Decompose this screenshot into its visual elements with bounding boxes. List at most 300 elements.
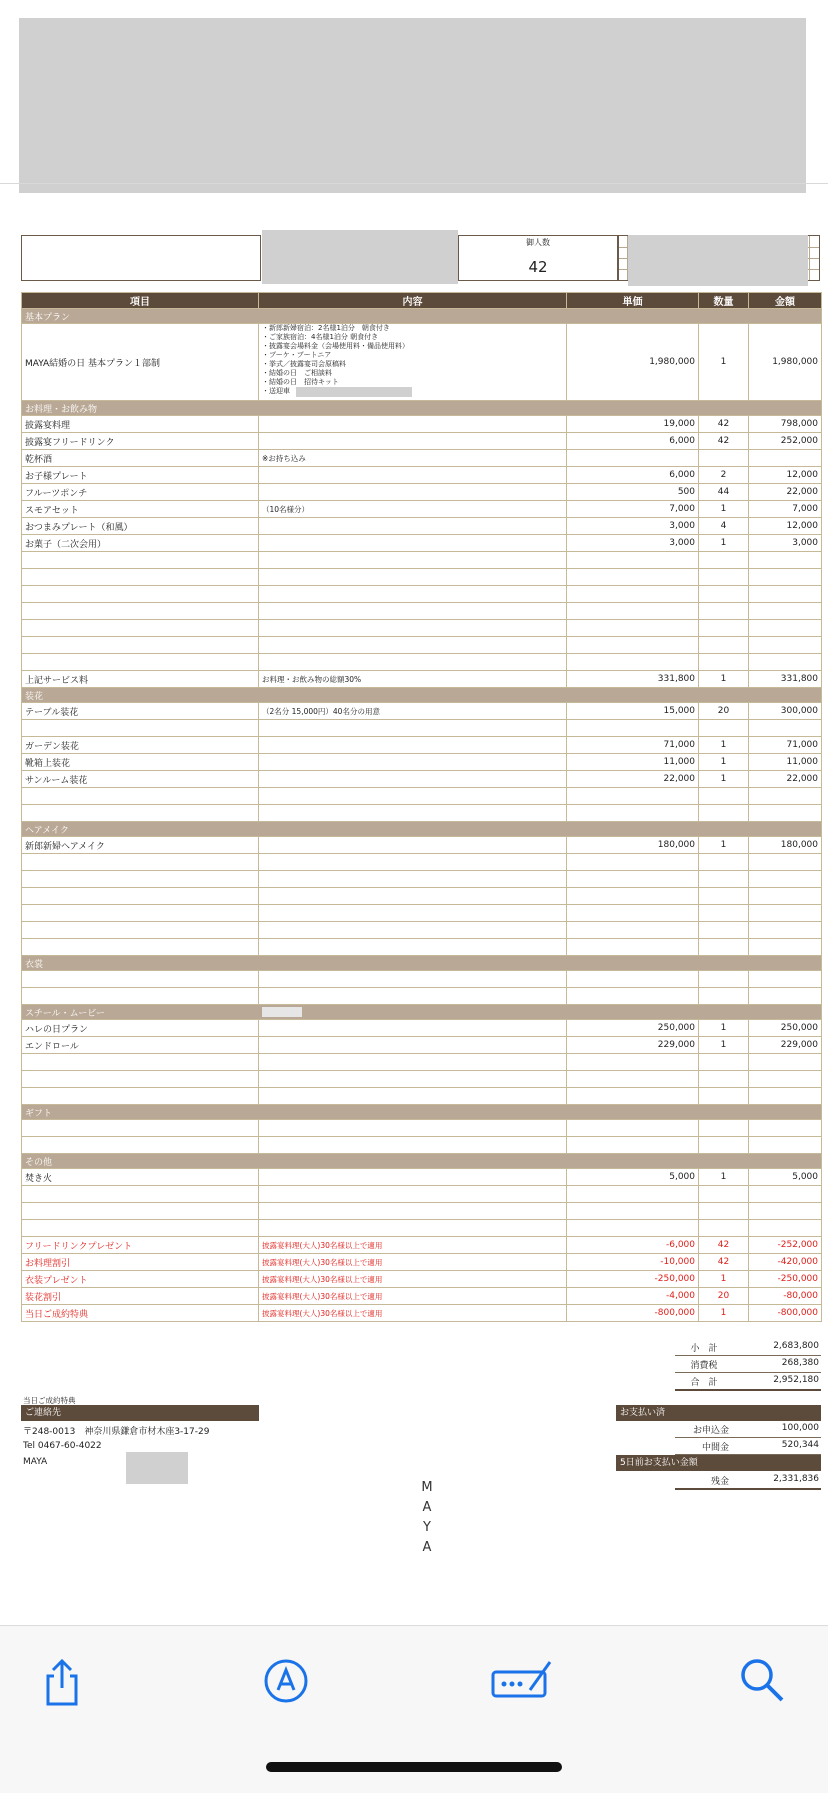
contact-company: MAYA — [23, 1457, 48, 1467]
table-row — [22, 620, 822, 637]
table-row — [22, 501, 822, 518]
table-row — [22, 720, 822, 737]
qty-cell — [699, 654, 749, 671]
basic-plan-desc: ・新郎新婦宿泊：2名様1泊分 朝食付き ・ご家族宿泊：4名様1泊分 朝食付き ・披露宴会場料金（会場使用料・備品使用料） ・ブーケ・ブートニア ・挙式／披露宴司会原稿料 ・結婚の日 ご相談料 ・結婚の日 招待キット ・送迎車 — [259, 324, 567, 401]
note-cell — [259, 620, 567, 637]
note-cell: お料理・お飲み物の総額30% — [259, 671, 567, 688]
qty-cell — [699, 788, 749, 805]
contact-tel: Tel 0467-60-4022 — [23, 1441, 102, 1451]
amount-cell — [749, 1120, 822, 1137]
note-cell — [259, 939, 567, 956]
markup-icon[interactable] — [263, 1658, 309, 1704]
amount-cell: -252,000 — [749, 1237, 822, 1254]
qty-cell: 1 — [699, 1305, 749, 1322]
qty-cell — [699, 1220, 749, 1237]
amount-cell — [749, 1088, 822, 1105]
amount-cell: 252,000 — [749, 433, 822, 450]
qty-cell — [699, 971, 749, 988]
note-cell — [259, 1037, 567, 1054]
item-cell: スモアセット — [22, 501, 259, 518]
totals-block — [675, 1339, 821, 1391]
note-cell: （2名分 15,000円）40名分の用意 — [259, 703, 567, 720]
table-row — [22, 467, 822, 484]
table-row — [22, 1271, 822, 1288]
amount-cell — [749, 1071, 822, 1088]
item-cell — [22, 905, 259, 922]
amount-cell — [749, 971, 822, 988]
price-cell — [567, 1071, 699, 1088]
table-row — [22, 671, 822, 688]
item-cell — [22, 720, 259, 737]
col-desc-header: 内容 — [259, 293, 567, 309]
amount-cell — [749, 1220, 822, 1237]
amount-cell — [749, 637, 822, 654]
price-cell: 3,000 — [567, 518, 699, 535]
price-cell: 5,000 — [567, 1169, 699, 1186]
table-row — [22, 1137, 822, 1154]
item-cell — [22, 888, 259, 905]
amount-cell — [749, 603, 822, 620]
table-row — [22, 888, 822, 905]
item-cell: エンドロール — [22, 1037, 259, 1054]
qty-cell: 1 — [699, 837, 749, 854]
note-cell: 披露宴料理(大人)30名様以上で適用 — [259, 1271, 567, 1288]
price-cell — [567, 586, 699, 603]
qty-cell: 20 — [699, 703, 749, 720]
table-row — [22, 905, 822, 922]
price-cell — [567, 450, 699, 467]
qty-cell: 1 — [699, 737, 749, 754]
qty-cell: 20 — [699, 1288, 749, 1305]
table-row — [22, 1037, 822, 1054]
price-cell: 1,980,000 — [567, 324, 699, 401]
table-row — [22, 805, 822, 822]
note-cell — [259, 1054, 567, 1071]
price-cell — [567, 603, 699, 620]
qty-cell — [699, 720, 749, 737]
qty-cell — [699, 922, 749, 939]
price-cell: 6,000 — [567, 467, 699, 484]
table-row — [22, 737, 822, 754]
item-cell — [22, 988, 259, 1005]
table-row — [22, 1186, 822, 1203]
item-cell: サンルーム装花 — [22, 771, 259, 788]
qty-cell — [699, 569, 749, 586]
table-row — [22, 939, 822, 956]
price-cell: -800,000 — [567, 1305, 699, 1322]
amount-cell: 7,000 — [749, 501, 822, 518]
note-cell — [259, 988, 567, 1005]
amount-cell: 12,000 — [749, 467, 822, 484]
item-cell: ガーデン装花 — [22, 737, 259, 754]
note-cell — [259, 888, 567, 905]
amount-cell — [749, 871, 822, 888]
table-row — [22, 1237, 822, 1254]
due-title: 5日前お支払い金額 — [616, 1455, 821, 1471]
other-rows — [22, 1169, 822, 1237]
price-cell: 250,000 — [567, 1020, 699, 1037]
qty-cell — [699, 586, 749, 603]
qty-cell: 1 — [699, 535, 749, 552]
item-cell: おつまみプレート（和風） — [22, 518, 259, 535]
price-cell: 3,000 — [567, 535, 699, 552]
item-cell: 披露宴料理 — [22, 416, 259, 433]
amount-cell: -250,000 — [749, 1271, 822, 1288]
note-cell — [259, 1088, 567, 1105]
item-cell — [22, 620, 259, 637]
item-cell: MAYA結婚の日 基本プラン１部制 — [22, 324, 259, 401]
tax-row: 消費税 268,380 — [675, 1356, 821, 1373]
table-row — [22, 603, 822, 620]
note-cell — [259, 1186, 567, 1203]
item-cell — [22, 854, 259, 871]
item-cell: お子様プレート — [22, 467, 259, 484]
note-cell: ※お持ち込み — [259, 450, 567, 467]
col-qty-header: 数量 — [699, 293, 749, 309]
note-cell — [259, 1203, 567, 1220]
note-cell — [259, 1120, 567, 1137]
price-cell — [567, 988, 699, 1005]
note-cell — [259, 654, 567, 671]
qty-cell: 42 — [699, 416, 749, 433]
price-cell — [567, 1137, 699, 1154]
table-row — [22, 1169, 822, 1186]
note-cell — [259, 871, 567, 888]
item-cell: 乾杯酒 — [22, 450, 259, 467]
qty-cell — [699, 888, 749, 905]
amount-cell — [749, 939, 822, 956]
item-cell — [22, 1120, 259, 1137]
note-cell — [259, 433, 567, 450]
note-cell — [259, 771, 567, 788]
table-row — [22, 754, 822, 771]
qty-cell: 2 — [699, 467, 749, 484]
table-row — [22, 569, 822, 586]
qty-cell: 1 — [699, 501, 749, 518]
qty-cell: 42 — [699, 433, 749, 450]
item-cell: 衣装プレゼント — [22, 1271, 259, 1288]
note-cell — [259, 518, 567, 535]
amount-cell: 12,000 — [749, 518, 822, 535]
item-cell — [22, 1186, 259, 1203]
price-cell: 229,000 — [567, 1037, 699, 1054]
qty-cell — [699, 905, 749, 922]
table-row — [22, 433, 822, 450]
price-cell — [567, 637, 699, 654]
costume-rows — [22, 971, 822, 1005]
amount-cell — [749, 888, 822, 905]
section-gift: ギフト — [22, 1105, 822, 1120]
price-cell — [567, 1054, 699, 1071]
gift-rows — [22, 1120, 822, 1154]
price-cell: 15,000 — [567, 703, 699, 720]
note-cell — [259, 737, 567, 754]
qty-cell: 1 — [699, 771, 749, 788]
amount-cell: 180,000 — [749, 837, 822, 854]
amount-cell — [749, 552, 822, 569]
item-cell — [22, 654, 259, 671]
interim-row: 中間金 520,344 — [675, 1438, 821, 1455]
qty-cell: 4 — [699, 518, 749, 535]
table-row — [22, 971, 822, 988]
amount-cell: -420,000 — [749, 1254, 822, 1271]
item-cell — [22, 1220, 259, 1237]
price-cell — [567, 1186, 699, 1203]
amount-cell — [749, 1203, 822, 1220]
item-cell: 披露宴フリードリンク — [22, 433, 259, 450]
price-cell — [567, 971, 699, 988]
table-row — [22, 1054, 822, 1071]
note-cell — [259, 535, 567, 552]
qty-cell — [699, 988, 749, 1005]
note-cell — [259, 805, 567, 822]
qty-cell: 1 — [699, 324, 749, 401]
amount-cell: 71,000 — [749, 737, 822, 754]
section-flowers: 装花 — [22, 688, 822, 703]
item-cell: フリードリンクプレゼント — [22, 1237, 259, 1254]
item-cell: お菓子（二次会用） — [22, 535, 259, 552]
qty-cell — [699, 871, 749, 888]
amount-cell — [749, 569, 822, 586]
price-cell: 22,000 — [567, 771, 699, 788]
section-food: お料理・お飲み物 — [22, 401, 822, 416]
table-row — [22, 871, 822, 888]
note-cell — [259, 788, 567, 805]
guests-value: 42 — [528, 258, 548, 276]
price-cell — [567, 552, 699, 569]
table-row — [22, 1305, 822, 1322]
note-cell — [259, 603, 567, 620]
price-cell — [567, 1120, 699, 1137]
amount-cell: 798,000 — [749, 416, 822, 433]
table-row — [22, 1203, 822, 1220]
note-cell — [259, 1071, 567, 1088]
table-row — [22, 837, 822, 854]
qty-cell — [699, 603, 749, 620]
note-cell: （10名様分） — [259, 501, 567, 518]
price-cell: 7,000 — [567, 501, 699, 518]
amount-cell — [749, 1137, 822, 1154]
qty-cell — [699, 1054, 749, 1071]
table-row — [22, 1254, 822, 1271]
item-cell: 上記サービス料 — [22, 671, 259, 688]
item-cell — [22, 569, 259, 586]
item-cell — [22, 586, 259, 603]
note-cell — [259, 1220, 567, 1237]
price-cell — [567, 871, 699, 888]
table-row — [22, 535, 822, 552]
hair-rows — [22, 837, 822, 956]
note-cell — [259, 1169, 567, 1186]
amount-cell — [749, 1054, 822, 1071]
note-cell — [259, 971, 567, 988]
signature-icon[interactable] — [490, 1656, 556, 1700]
note-cell — [259, 637, 567, 654]
item-cell — [22, 1054, 259, 1071]
total-row: 合 計 2,952,180 — [675, 1373, 821, 1391]
amount-cell — [749, 905, 822, 922]
item-cell — [22, 1137, 259, 1154]
table-row — [22, 1088, 822, 1105]
note-cell — [259, 467, 567, 484]
amount-cell — [749, 450, 822, 467]
table-row — [22, 586, 822, 603]
table-row — [22, 1120, 822, 1137]
price-cell: 331,800 — [567, 671, 699, 688]
price-cell — [567, 905, 699, 922]
section-basic: 基本プラン — [22, 309, 822, 324]
table-row — [22, 788, 822, 805]
item-cell: 靴箱上装花 — [22, 754, 259, 771]
col-price-header: 単価 — [567, 293, 699, 309]
amount-cell — [749, 854, 822, 871]
table-row — [22, 1071, 822, 1088]
redacted-header-right — [628, 235, 808, 286]
section-hair: ヘアメイク — [22, 822, 822, 837]
price-cell — [567, 569, 699, 586]
deposit-row: お申込金 100,000 — [675, 1421, 821, 1438]
food-empty-rows — [22, 552, 822, 671]
note-cell — [259, 552, 567, 569]
amount-cell — [749, 620, 822, 637]
table-row — [22, 484, 822, 501]
qty-cell — [699, 552, 749, 569]
amount-cell: 250,000 — [749, 1020, 822, 1037]
qty-cell — [699, 939, 749, 956]
qty-cell — [699, 1203, 749, 1220]
qty-cell: 1 — [699, 671, 749, 688]
item-cell: お料理割引 — [22, 1254, 259, 1271]
qty-cell — [699, 450, 749, 467]
note-cell: 披露宴料理(大人)30名様以上で適用 — [259, 1288, 567, 1305]
table-row — [22, 416, 822, 433]
item-cell: ハレの日プラン — [22, 1020, 259, 1037]
table-row — [22, 854, 822, 871]
amount-cell: 3,000 — [749, 535, 822, 552]
guests-label: 御人数 — [526, 238, 550, 247]
qty-cell: 1 — [699, 1271, 749, 1288]
share-icon[interactable] — [40, 1658, 84, 1708]
note-cell — [259, 854, 567, 871]
redacted-header-name — [262, 230, 458, 284]
qty-cell — [699, 1186, 749, 1203]
header-box-left — [21, 235, 261, 281]
note-cell: 披露宴料理(大人)30名様以上で適用 — [259, 1254, 567, 1271]
price-cell — [567, 854, 699, 871]
service-row — [22, 671, 822, 688]
price-cell — [567, 654, 699, 671]
note-cell: 披露宴料理(大人)30名様以上で適用 — [259, 1305, 567, 1322]
amount-cell — [749, 788, 822, 805]
amount-cell — [749, 586, 822, 603]
price-cell — [567, 788, 699, 805]
price-cell — [567, 805, 699, 822]
note-cell — [259, 922, 567, 939]
table-row — [22, 703, 822, 720]
item-cell — [22, 637, 259, 654]
section-costume: 衣裳 — [22, 956, 822, 971]
qty-cell — [699, 805, 749, 822]
item-cell — [22, 871, 259, 888]
qty-cell — [699, 854, 749, 871]
amount-cell: 331,800 — [749, 671, 822, 688]
item-cell — [22, 971, 259, 988]
discount-rows — [22, 1237, 822, 1322]
price-cell: 19,000 — [567, 416, 699, 433]
qty-cell: 1 — [699, 1020, 749, 1037]
table-row — [22, 922, 822, 939]
paid-title: お支払い済 — [616, 1405, 821, 1421]
note-cell: 披露宴料理(大人)30名様以上で適用 — [259, 1237, 567, 1254]
section-photo: スチール・ムービー — [22, 1005, 822, 1020]
subtotal-row: 小 計 2,683,800 — [675, 1339, 821, 1356]
price-cell — [567, 939, 699, 956]
table-row — [22, 654, 822, 671]
amount-cell — [749, 654, 822, 671]
qty-cell: 44 — [699, 484, 749, 501]
amount-cell — [749, 805, 822, 822]
note-cell — [259, 1020, 567, 1037]
item-cell: テーブル装花 — [22, 703, 259, 720]
item-cell — [22, 552, 259, 569]
amount-cell: 5,000 — [749, 1169, 822, 1186]
table-row — [22, 988, 822, 1005]
note-cell — [259, 586, 567, 603]
item-cell — [22, 805, 259, 822]
price-cell: 180,000 — [567, 837, 699, 854]
contact-address: 〒248-0013 神奈川県鎌倉市材木座3-17-29 — [23, 1427, 210, 1437]
qty-cell — [699, 1120, 749, 1137]
qty-cell — [699, 1088, 749, 1105]
amount-cell: 22,000 — [749, 771, 822, 788]
table-row — [22, 450, 822, 467]
note-cell — [259, 1137, 567, 1154]
table-row — [22, 1288, 822, 1305]
amount-cell: -800,000 — [749, 1305, 822, 1322]
redacted-header-block — [19, 18, 806, 193]
table-row — [22, 552, 822, 569]
qty-cell — [699, 637, 749, 654]
item-cell — [22, 1071, 259, 1088]
table-row — [22, 518, 822, 535]
note-cell — [259, 416, 567, 433]
price-cell — [567, 888, 699, 905]
note-cell — [259, 484, 567, 501]
home-indicator[interactable] — [266, 1762, 562, 1772]
price-cell — [567, 922, 699, 939]
amount-cell: -80,000 — [749, 1288, 822, 1305]
price-cell: 11,000 — [567, 754, 699, 771]
contact-title: ご連絡先 — [21, 1405, 259, 1421]
qty-cell: 1 — [699, 754, 749, 771]
page-top-divider — [0, 183, 828, 184]
note-cell — [259, 720, 567, 737]
flower-rows — [22, 703, 822, 822]
price-cell — [567, 1203, 699, 1220]
redacted-car — [296, 387, 412, 397]
qty-cell: 1 — [699, 1169, 749, 1186]
item-cell: 装花割引 — [22, 1288, 259, 1305]
price-cell: 6,000 — [567, 433, 699, 450]
balance-row: 残金 2,331,836 — [675, 1472, 821, 1490]
price-cell: -4,000 — [567, 1288, 699, 1305]
amount-cell: 22,000 — [749, 484, 822, 501]
item-cell — [22, 1203, 259, 1220]
search-icon[interactable] — [738, 1656, 786, 1704]
footer-note: 当日ご成約特典 — [23, 1396, 76, 1405]
item-cell — [22, 788, 259, 805]
qty-cell: 42 — [699, 1254, 749, 1271]
